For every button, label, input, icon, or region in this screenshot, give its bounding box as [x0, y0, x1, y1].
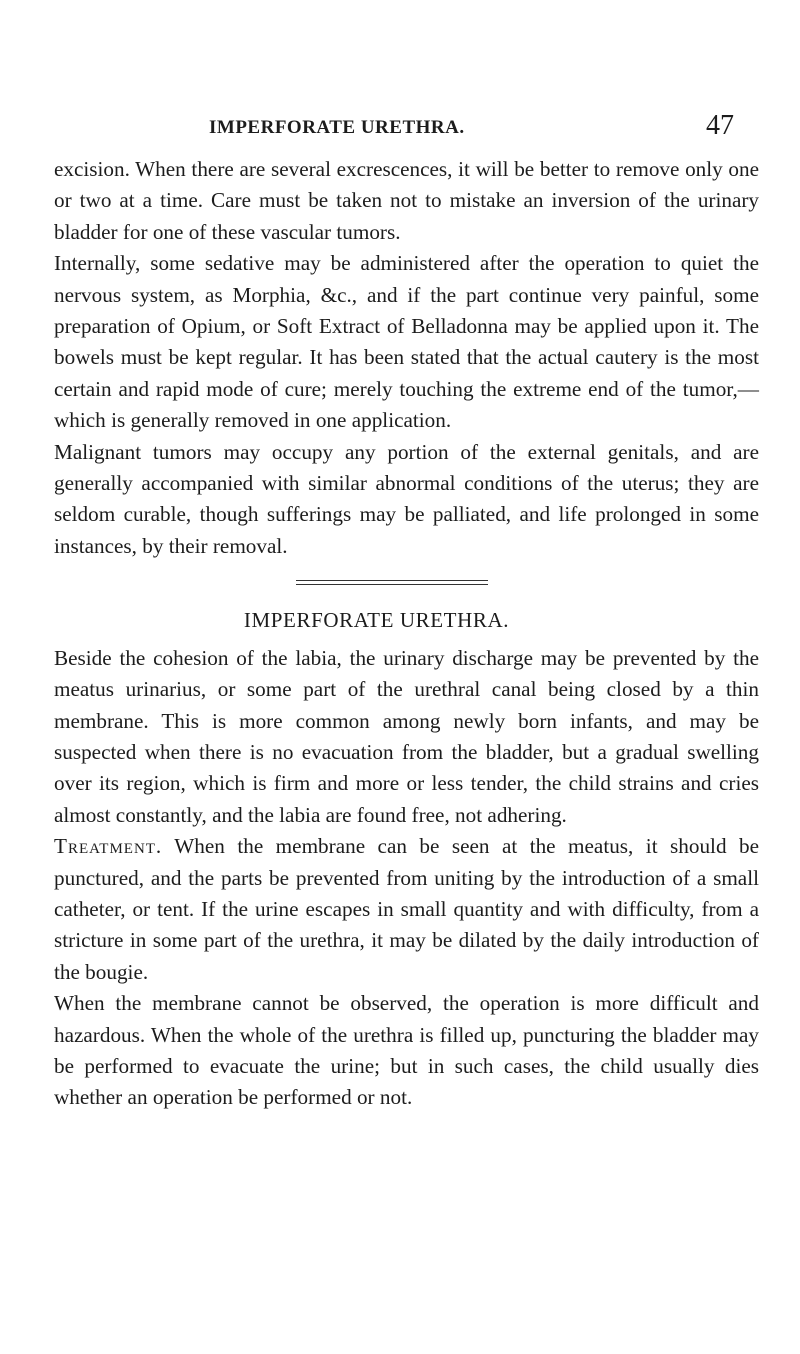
body-text	[54, 154, 759, 1114]
paragraph-treatment	[54, 831, 759, 988]
treatment-text: When the membrane can be seen at the meatus, it should be punctured, and the parts be prevented from uniting by the introduction of a small catheter, or tent. If the urine escapes in small quantity and with difficulty, from a stricture in some part of the urethra, it may be dilated by the daily introduction of the bougie.	[54, 834, 759, 984]
paragraph-internal-treatment: Internally, some sedative may be administered after the operation to quiet the nervous system, as Morphia, &c., and if the part continue very painful, some preparation of Opium, or Soft Extract of Belladonna may be applied upon it. The bowels must be kept regular. It has been stated that the actual cautery is the most certain and rapid mode of cure; merely touching the extreme end of the tumor,—which is generally removed in one application.	[54, 251, 759, 433]
section-divider	[296, 580, 488, 585]
book-page	[54, 84, 759, 1110]
running-head	[54, 84, 734, 141]
divider-line	[296, 584, 488, 585]
running-title: IMPERFORATE URETHRA.	[209, 117, 465, 138]
divider-line	[296, 580, 488, 581]
page-number: 47	[706, 110, 734, 141]
treatment-label: Treatment.	[54, 834, 163, 859]
paragraph-excision: excision. When there are several excrescences, it will be better to remove only one or two at a time. Care must be taken not to mistake an inversion of the urinary bladder for one of these vascular tumors.	[54, 157, 759, 244]
paragraph-section-intro: Beside the cohesion of the labia, the urinary discharge may be prevented by the meatus urinarius, or some part of the urethral canal being closed by a thin membrane. This is more common among newly born infants, and may be suspected when there is no evacuation from the bladder, but a gradual swelling over its region, which is firm and more or less tender, the child strains and cries almost constantly, and the labia are found free, not adhering.	[54, 645, 759, 827]
paragraph-closing: When the membrane cannot be observed, the operation is more difficult and hazardous. When the whole of the urethra is filled up, puncturing the bladder may be performed to evacuate the urine; but in such cases, the child usually dies whether an operation be performed or not.	[54, 991, 759, 1110]
section-heading: IMPERFORATE URETHRA.	[243, 608, 510, 633]
paragraph-malignant-tumors: Malignant tumors may occupy any portion of the external genitals, and are generally accompanied with similar abnormal conditions of the uterus; they are seldom curable, though sufferings may be palliated, and life prolonged in some instances, by their removal.	[54, 439, 759, 558]
